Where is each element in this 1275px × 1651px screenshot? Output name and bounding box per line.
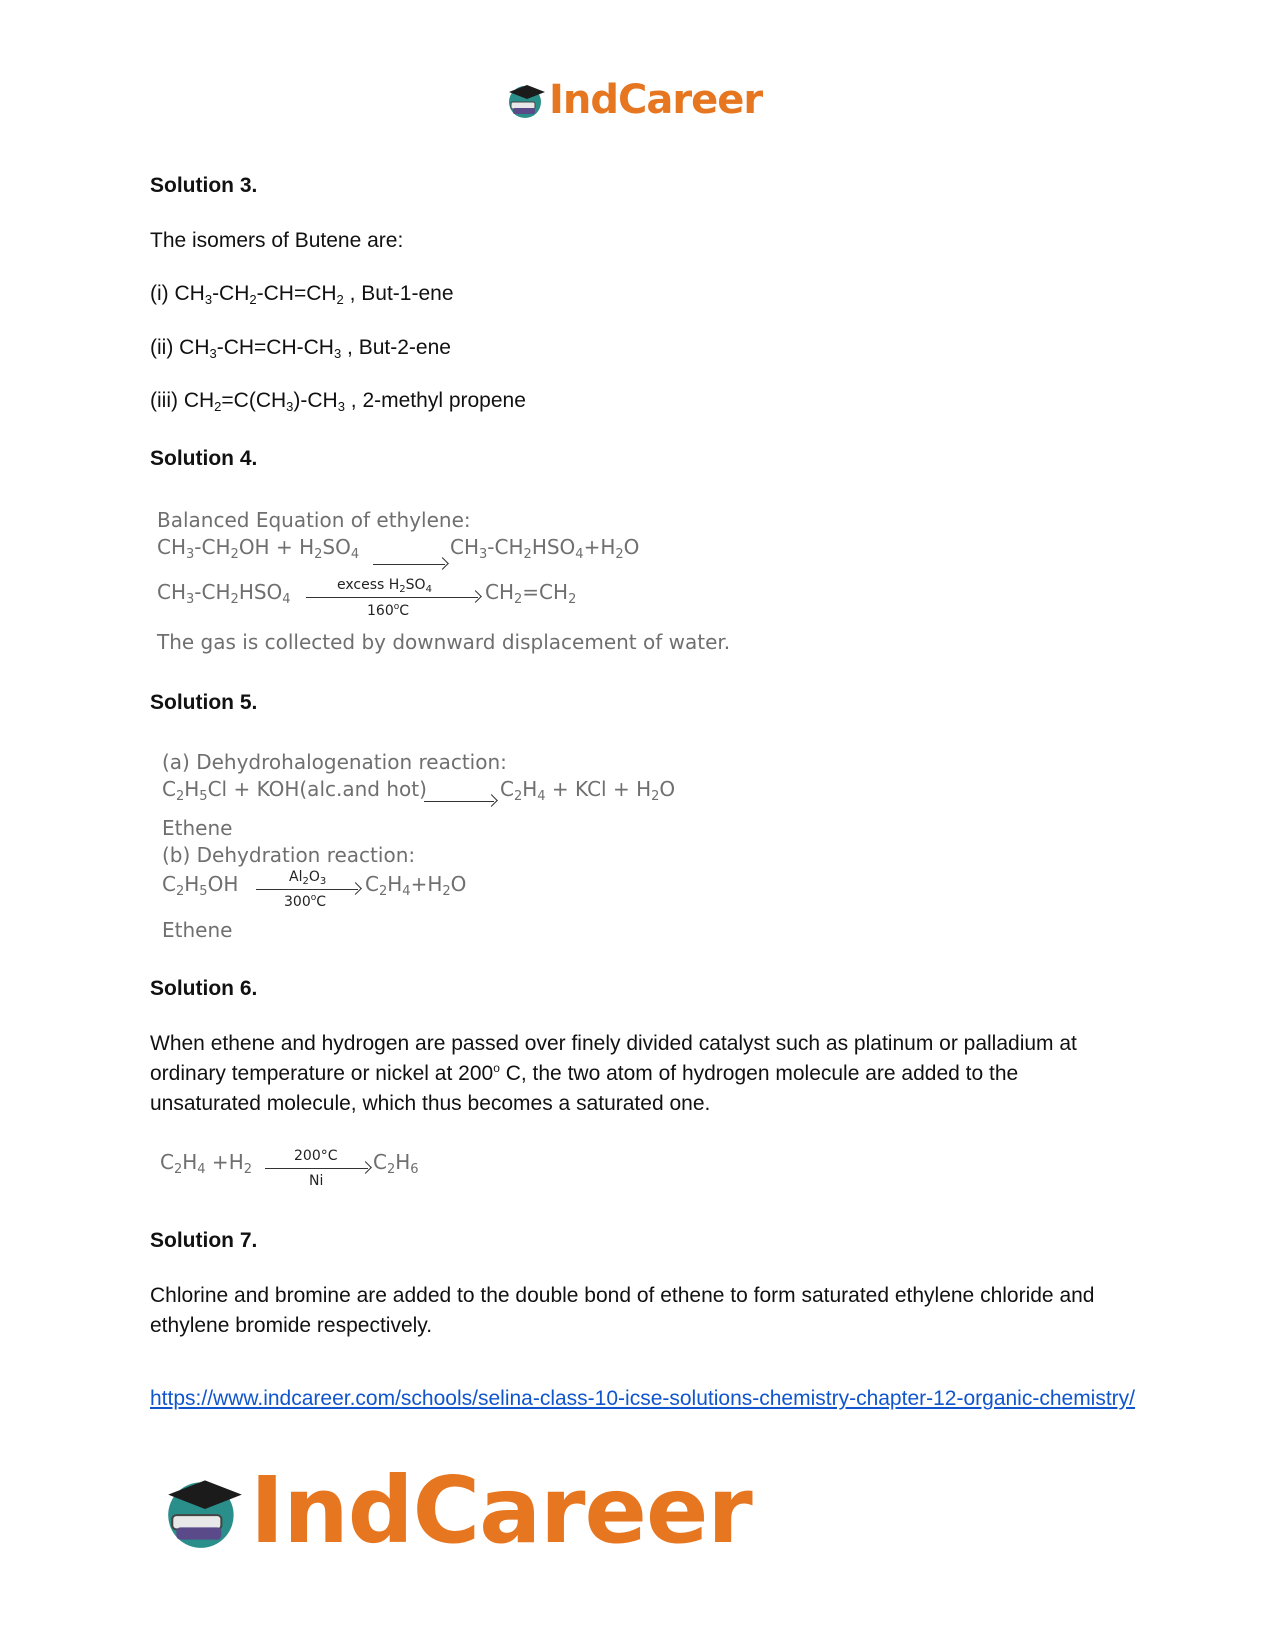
solution-3-intro: The isomers of Butene are:: [150, 229, 404, 252]
equation-title: Balanced Equation of ethylene:: [157, 508, 471, 532]
isomer-3: (iii) $CH_2=C(CH_3)-CH_3$ , 2-methyl propene: [150, 389, 526, 414]
solution-7-heading: Solution 7.: [150, 1229, 258, 1252]
indcareer-logo-bottom: [160, 1457, 752, 1564]
brand-wordmark: IndCareer: [250, 1457, 752, 1564]
condition-temperature: 200°C: [294, 1148, 338, 1164]
equation-note: The gas is collected by downward displacement of water.: [157, 630, 731, 654]
reaction-arrow: [256, 889, 358, 890]
hydrogenation-reactants: $C_2H_4 +H_2$: [160, 1150, 253, 1177]
reaction-b-title: (b) Dehydration reaction:: [162, 843, 416, 867]
equation-2-product: $CH_2=CH_2$: [485, 580, 577, 607]
hydrogenation-product: $C_2H_6$: [373, 1150, 419, 1177]
reaction-b-reactant: $C_2H_5OH$: [162, 872, 239, 899]
graduation-cap-icon: [160, 1468, 250, 1554]
solution-3-heading: Solution 3.: [150, 174, 258, 197]
reaction-b-products: $C_2H_4+H_2O$: [365, 872, 467, 899]
graduation-cap-icon: [505, 80, 549, 120]
solution-5-heading: Solution 5.: [150, 691, 258, 714]
solution-6-text: When ethene and hydrogen are passed over finely divided catalyst such as platinum or palladium at ordinary temperature or nickel at 200$^o$ C, the two atom of hydrogen molecule are added to the unsaturated molecule, which thus becomes a saturated one.: [150, 1032, 1077, 1115]
reaction-b-product-label: Ethene: [162, 918, 233, 942]
reaction-arrow: [306, 597, 478, 598]
reaction-a-product-label: Ethene: [162, 816, 233, 840]
condition-al2o3: $Al_2O_3$: [289, 869, 327, 887]
solution-7-text: Chlorine and bromine are added to the double bond of ethene to form saturated ethylene chloride and ethylene bromide respectively.: [150, 1284, 1095, 1337]
isomer-1: (i) $CH_3-CH_2-CH=CH_2$ , But-1-ene: [150, 282, 454, 307]
reaction-arrow: [373, 564, 445, 565]
reaction-a-title: (a) Dehydrohalogenation reaction:: [162, 750, 507, 774]
condition-temperature: 160$^o$C: [367, 602, 410, 619]
equation-1-products: $CH_3-CH_2HSO_4+H_2O$: [450, 535, 640, 562]
isomer-2: (ii) $CH_3-CH=CH-CH_3$ , But-2-ene: [150, 336, 451, 361]
condition-excess-h2so4: excess $H_2SO_4$: [337, 577, 432, 595]
solution-6-heading: Solution 6.: [150, 977, 258, 1000]
condition-catalyst: Ni: [309, 1173, 324, 1189]
equation-2-reactant: $CH_3-CH_2HSO_4$: [157, 580, 291, 607]
brand-wordmark: IndCareer: [549, 77, 763, 123]
indcareer-logo-top: [505, 77, 763, 123]
reaction-arrow: [424, 801, 494, 802]
condition-temperature: 300$^o$C: [284, 893, 327, 910]
reaction-arrow: [265, 1168, 368, 1169]
solution-4-heading: Solution 4.: [150, 447, 258, 470]
reaction-a-reactants: $C_2H_5Cl + KOH(alc.and$ hot): [162, 777, 427, 804]
source-link[interactable]: https://www.indcareer.com/schools/selina-class-10-icse-solutions-chemistry-chapter-12-organic-chemistry/: [150, 1387, 1136, 1410]
reaction-a-products: $C_2H_4$ + KCl + $H_2O$: [500, 777, 676, 804]
equation-1-reactants: $CH_3-CH_2OH + H_2SO_4$: [157, 535, 360, 562]
